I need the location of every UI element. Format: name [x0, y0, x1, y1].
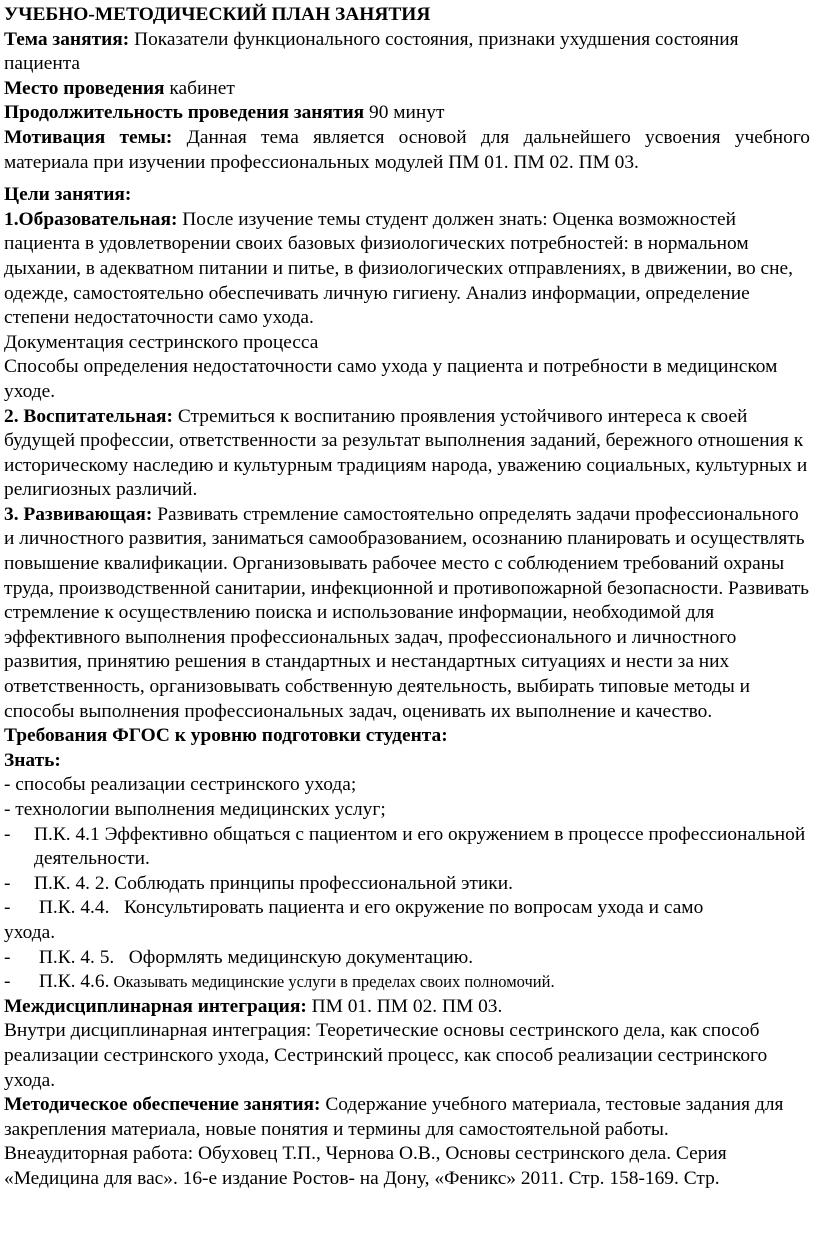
pk-item-continuation: ухода.: [4, 921, 56, 943]
extracurricular-paragraph: Внеаудиторная работа: Обуховец Т.П., Чернова О.В., Основы сестринского дела. Серия «Медицина для вас». 16-е издание Ростов- на Дону, «Феникс» 2011. Стр. 158-169. Стр.: [4, 1143, 727, 1189]
fgos-heading: [4, 724, 810, 749]
goal-developing-label: 3. Развивающая:: [4, 503, 153, 525]
pk-text: П.К. 4. 5. Оформлять медицинскую документацию.: [34, 946, 474, 968]
pk-item: [4, 896, 810, 921]
know-item: - способы реализации сестринского ухода;: [4, 774, 357, 796]
pk-item-body: [34, 970, 810, 995]
goals-heading-text: Цели занятия:: [4, 184, 132, 206]
method-text: Содержание учебного материала, тестовые задания для закрепления материала, новые понятия и термины для самостоятельной работы.: [4, 1094, 784, 1140]
topic-text: Показатели функционального состояния, признаки ухудшения состояния пациента: [4, 28, 739, 75]
pk-text: П.К. 4.1 Эффективно общаться с пациентом и его окружением в процессе профессиональной деятельности.: [34, 823, 806, 870]
method-paragraph: [4, 1093, 810, 1142]
intradisciplinary-paragraph: Внутри дисциплинарная интеграция: Теоретические основы сестринского дела, как способ реализации сестринского ухода, Сестринский процесс, как способ реализации сестринского ухода.: [4, 1020, 768, 1091]
know-item: - технологии выполнения медицинских услуг;: [4, 799, 386, 820]
interdisciplinary-label: Междисциплинарная интеграция:: [4, 995, 307, 1017]
place-paragraph: [4, 77, 810, 102]
pk-text-small: Оказывать медицинские услуги в пределах своих полномочий.: [109, 972, 555, 992]
know-heading-text: Знать:: [4, 749, 61, 771]
fgos-heading-text: Требования ФГОС к уровню подготовки студента:: [4, 725, 448, 747]
duration-text: 90 минут: [364, 102, 445, 124]
goal-upbringing: [4, 405, 810, 503]
duration-paragraph: [4, 101, 810, 126]
goal-educational: [4, 208, 810, 331]
goal-upbringing-text: Стремиться к воспитанию проявления устойчивого интереса к своей будущей профессии, ответственности за результат выполнения заданий, бережного отношения к историческому наследию и культурным традициям народа, уважению социальных, культурных и религиозных различий.: [4, 405, 808, 501]
pk-item: [4, 946, 810, 971]
pk-dash: -: [4, 971, 11, 993]
motivation-text: Данная тема является основой для дальнейшего усвоения учебного материала при изучении профессиональных модулей ПМ 01. ПМ 02. ПМ 03.: [4, 126, 810, 173]
pk-dash: -: [4, 946, 11, 968]
pk-item: [4, 823, 810, 872]
motivation-label: Мотивация темы:: [4, 126, 173, 148]
place-text: кабинет: [164, 77, 235, 99]
goal-upbringing-label: 2. Воспитательная:: [4, 405, 174, 427]
goal-developing: [4, 503, 810, 724]
interdisciplinary-text: ПМ 01. ПМ 02. ПМ 03.: [306, 995, 503, 1017]
pk-text: П.К. 4.4. Консультировать пациента и его окружение по вопросам ухода и само: [34, 897, 704, 919]
document-title: УЧЕБНО-МЕТОДИЧЕСКИЙ ПЛАН ЗАНЯТИЯ: [4, 4, 431, 25]
place-label: Место проведения: [4, 77, 165, 99]
goal-educational-line2: Документация сестринского процесса: [4, 331, 319, 353]
pk-dash: -: [4, 823, 11, 845]
goal-educational-line3: Способы определения недостаточности само ухода у пациента и потребности в медицинском уходе.: [4, 356, 778, 402]
goal-educational-label: 1.Образовательная:: [4, 208, 178, 230]
know-heading: [4, 749, 810, 774]
pk-item: [4, 872, 810, 897]
pk-item: [4, 970, 810, 995]
pk-text: П.К. 4.6.: [34, 971, 110, 993]
interdisciplinary-paragraph: [4, 995, 810, 1020]
topic-paragraph: [4, 28, 810, 77]
goal-developing-text: Развивать стремление самостоятельно определять задачи профессионального и личностного развития, заниматься самообразованием, осознанию планировать и осуществлять повышение квалификации. Организовывать рабочее место с соблюдением требований охраны труда, производственной санитарии, инфекционной и противопожарной безопасности. Развивать стремление к осуществлению поиска и использование информации, необходимой для эффективного выполнения профессиональных задач, профессионального и личностного развития, принятию решения в стандартных и нестандартных ситуациях и нести за них ответственность, организовывать собственную деятельность, выбирать типовые методы и способы выполнения профессиональных задач, оценивать их выполнение и качество.: [4, 503, 809, 722]
pk-text: П.К. 4. 2. Соблюдать принципы профессиональной этики.: [34, 872, 513, 894]
goal-educational-text: После изучение темы студент должен знать: Оценка возможностей пациента в удовлетворении своих базовых физиологических потребностей: в нормальном дыхании, в адекватном питании и питье, в физиологических отправлениях, в движении, во сне, одежде, самостоятельно обеспечивать личную гигиену. Анализ информации, определение степени недостаточности само ухода.: [4, 208, 793, 329]
duration-label: Продолжительность проведения занятия: [4, 102, 365, 124]
pk-dash: -: [4, 872, 11, 894]
motivation-paragraph: [4, 126, 810, 175]
method-label: Методическое обеспечение занятия:: [4, 1094, 321, 1116]
topic-label: Тема занятия:: [4, 28, 130, 50]
pk-dash: -: [4, 897, 11, 919]
goals-heading: [4, 183, 810, 208]
